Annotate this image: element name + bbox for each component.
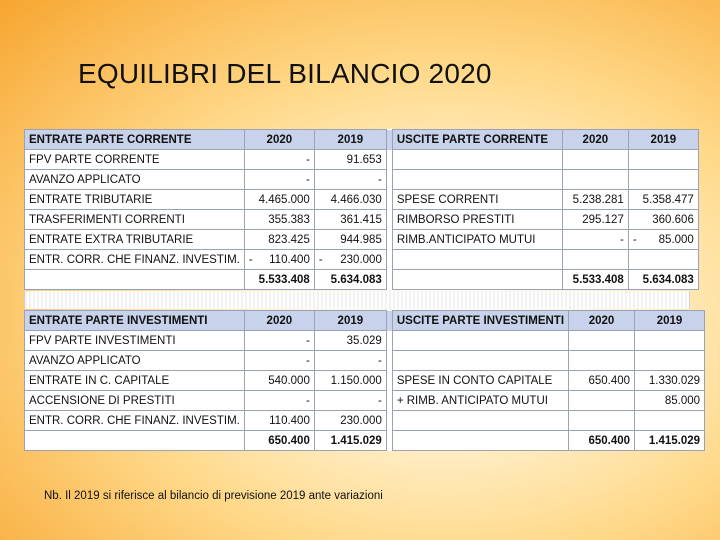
row-label: ENTR. CORR. CHE FINANZ. INVESTIM. [25,411,245,431]
table-parte-corrente [24,129,699,290]
value-text: 110.400 [269,253,310,266]
header-2020: 2020 [244,130,314,150]
row-label [392,150,562,170]
value-2019: 91.653 [314,150,386,170]
value-2020: 650.400 [569,371,635,391]
row-label: RIMBORSO PRESTITI [392,210,562,230]
total-2020: 5.533.408 [562,270,628,290]
row-label [392,170,562,190]
row-label [392,270,562,290]
value-2019: 361.415 [314,210,386,230]
row-label: ENTR. CORR. CHE FINANZ. INVESTIM. [25,250,245,270]
value-2019 [635,331,705,351]
total-2020: 5.533.408 [244,270,314,290]
value-2019: 35.029 [314,331,386,351]
value-2019: 230.000 [314,411,386,431]
totals-row [25,270,699,290]
row-label: SPESE CORRENTI [392,190,562,210]
value-2019 [628,230,698,250]
row-label: FPV PARTE CORRENTE [25,150,245,170]
total-2019: 5.634.083 [628,270,698,290]
header-2020: 2020 [562,130,628,150]
header-entrate: ENTRATE PARTE CORRENTE [25,130,245,150]
value-2020 [569,391,635,411]
value-2019 [628,150,698,170]
value-2019: 944.985 [314,230,386,250]
row-label [392,431,568,451]
minus-prefix: - [248,253,253,266]
value-2020 [562,250,628,270]
value-2020: 295.127 [562,210,628,230]
footnote: Nb. Il 2019 si riferisce al bilancio di previsione 2019 ante variazioni [44,490,383,502]
value-2019 [635,351,705,371]
value-2020: 540.000 [244,371,314,391]
table-header-row [25,130,699,150]
header-2019: 2019 [635,311,705,331]
table-row [25,150,699,170]
row-label: ACCENSIONE DI PRESTITI [25,391,245,411]
row-label [25,431,245,451]
total-2019: 1.415.029 [314,431,386,451]
value-text: 85.000 [658,233,694,246]
value-2020 [562,150,628,170]
value-2019: 5.358.477 [628,190,698,210]
minus-prefix: - [318,253,323,266]
header-2019: 2019 [314,311,386,331]
table-row [25,190,699,210]
value-2020: - [244,150,314,170]
total-2020: 650.400 [569,431,635,451]
value-2019: - [314,351,386,371]
value-2019: 1.150.000 [314,371,386,391]
table-row [25,351,705,371]
table-parte-investimenti [24,310,705,451]
header-2020: 2020 [244,311,314,331]
value-2020: - [244,331,314,351]
value-2020 [569,411,635,431]
value-2019 [635,411,705,431]
value-2020: 110.400 [244,411,314,431]
header-uscite: USCITE PARTE INVESTIMENTI [392,311,568,331]
header-2019: 2019 [628,130,698,150]
value-2019 [628,170,698,190]
row-label: ENTRATE EXTRA TRIBUTARIE [25,230,245,250]
table-row [25,210,699,230]
row-label: + RIMB. ANTICIPATO MUTUI [392,391,568,411]
value-2020: - [244,351,314,371]
table-row [25,230,699,250]
value-2019: - [314,170,386,190]
value-2020: - [244,170,314,190]
minus-prefix: - [632,233,637,246]
table-row [25,371,705,391]
value-2019: 1.330.029 [635,371,705,391]
value-2019: - [314,391,386,411]
row-label: ENTRATE IN C. CAPITALE [25,371,245,391]
row-label: SPESE IN CONTO CAPITALE [392,371,568,391]
totals-row [25,431,705,451]
value-2020: - [562,230,628,250]
value-2020 [569,351,635,371]
value-2019: 85.000 [635,391,705,411]
total-2020: 650.400 [244,431,314,451]
table-header-row [25,311,705,331]
table-row [25,331,705,351]
total-2019: 5.634.083 [314,270,386,290]
table-row [25,250,699,270]
value-2020: 4.465.000 [244,190,314,210]
row-label: AVANZO APPLICATO [25,170,245,190]
value-2019 [628,250,698,270]
value-2020: 355.383 [244,210,314,230]
table-row [25,391,705,411]
row-label [25,270,245,290]
table-row [25,170,699,190]
row-label: FPV PARTE INVESTIMENTI [25,331,245,351]
value-2020: 823.425 [244,230,314,250]
value-2020 [562,170,628,190]
row-label: RIMB.ANTICIPATO MUTUI [392,230,562,250]
slide-title: EQUILIBRI DEL BILANCIO 2020 [78,58,492,89]
row-label [392,331,568,351]
value-2019: 360.606 [628,210,698,230]
total-2019: 1.415.029 [635,431,705,451]
value-2019 [314,250,386,270]
header-entrate: ENTRATE PARTE INVESTIMENTI [25,311,245,331]
value-2020: - [244,391,314,411]
value-2019: 4.466.030 [314,190,386,210]
row-label [392,351,568,371]
table-row [25,411,705,431]
row-label: TRASFERIMENTI CORRENTI [25,210,245,230]
header-2020: 2020 [569,311,635,331]
header-uscite: USCITE PARTE CORRENTE [392,130,562,150]
value-2020: 5.238.281 [562,190,628,210]
value-text: 230.000 [340,253,382,266]
header-2019: 2019 [314,130,386,150]
row-label [392,411,568,431]
row-label: AVANZO APPLICATO [25,351,245,371]
value-2020 [569,331,635,351]
value-2020 [244,250,314,270]
row-label: ENTRATE TRIBUTARIE [25,190,245,210]
row-label [392,250,562,270]
table-separator [24,291,690,309]
